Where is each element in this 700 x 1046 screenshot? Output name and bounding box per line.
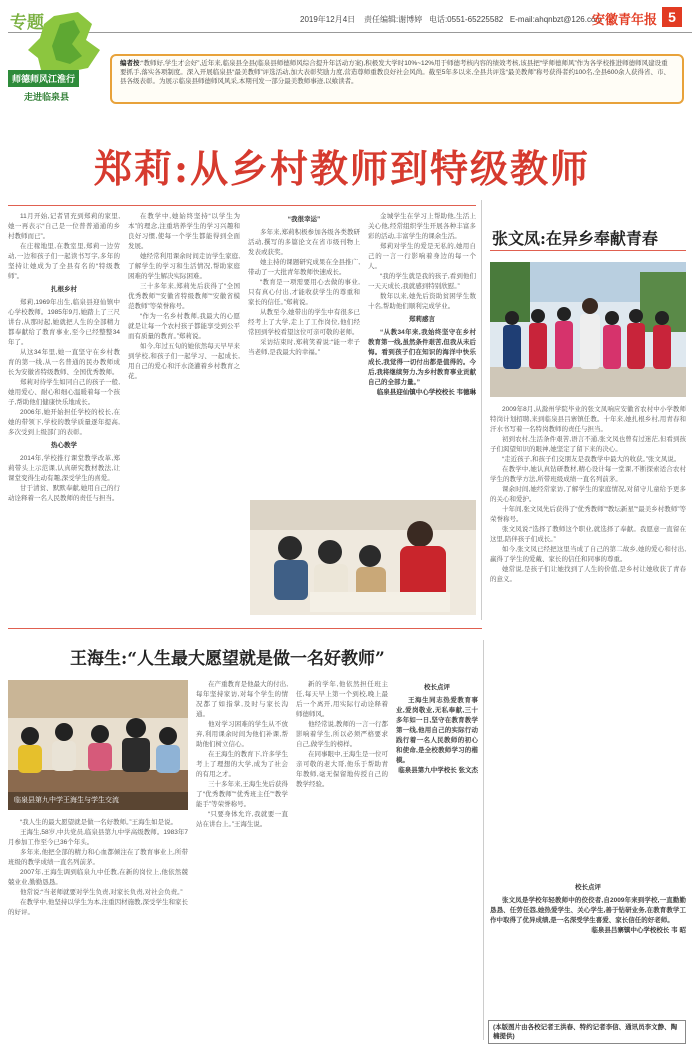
paragraph: 11月开始,记者冒充到郑莉的家里,她一再表示“自己是一位普普通通的乡村教师而已”。 <box>8 213 120 240</box>
editor-note-body: :“教师好,学生才会好”,近年来,临泉县全县(临泉县师德师风综合提升年活动方案),积极发大学时10%~12%用于师德考核内容的绩效考核,该县把“学师德师风”作为各学校推进师德师风建设重要抓手,落实各项制度。深入开展临泉县“最美教师”评选活动,加大表彰奖励力度,营造尊师重教良好社会风尚。截至5年多以来,全县共评选“最美教师”称号获得者约100名,全县600余人获得省、市、县各级表彰。为展示临泉县师德师风风采,本期刊发一部分最美教师事迹,以飨读者。 <box>120 60 670 85</box>
paragraph: 初到农村,生活条件艰苦,语言不通,张文凤也曾有过迷茫,但看到孩子们渴望知识的眼神,她坚定了留下来的决心。 <box>490 436 686 453</box>
paragraph: 郑莉对学生的爱是无私的,她用自己的一言一行影响着身边的每一个人。 <box>368 243 476 270</box>
paragraph: “我的学生就是我的孩子,看到他们一天天成长,我就感到特别欣慰。” <box>368 273 476 290</box>
paragraph: 2006年,她开始担任学校的校长,在她的带领下,学校的教学质量逐年提高,多次受到上级部门的表彰。 <box>8 409 120 436</box>
column-separator <box>481 200 482 620</box>
right-article-comment <box>490 880 686 1010</box>
classroom-photo-caption: 临泉县第九中学王海生与学生交流 <box>14 797 119 804</box>
paragraph: 王海生,58岁,中共党员,临泉县第九中学高级教师。1983年7月参加工作至今已36个年头。 <box>8 829 188 846</box>
principal-comment: 王海生同志热爱教育事业,爱岗敬业,无私奉献,三十多年如一日,坚守在教育教学第一线,他用自己的实际行动践行着一名人民教师的初心和使命,是全校教师学习的楷模。 <box>396 697 478 764</box>
subheading: 扎根乡村 <box>51 286 77 293</box>
paragraph: 在教学中,她认真钻研教材,精心设计每一堂课,不断探索适合农村学生的教学方法,所带班级成绩一直名列前茅。 <box>490 466 686 483</box>
paragraph: 张文凤说:“选择了教师这个职业,就选择了奉献。我愿意一直留在这里,陪伴孩子们成长。” <box>490 526 686 543</box>
byline: 临泉县第九中学校长 张文杰 <box>398 767 478 774</box>
paragraph: 如今,年过五旬的她依然每天早早来到学校,和孩子们一起学习、一起成长,用自己的爱心和汗水浇灌着乡村教育之花。 <box>128 343 240 380</box>
paragraph: 十年间,张文凤先后获得了“优秀教师”“教坛新星”“最美乡村教师”等荣誉称号。 <box>490 506 686 523</box>
paragraph: “教育是一项需要用心去做的事业,只有真心付出,才能收获学生的尊重和家长的信任。”郑莉说。 <box>248 279 360 306</box>
page-number: 5 <box>662 7 682 27</box>
logo-banner-sub: 走进临泉县 <box>24 92 70 102</box>
paragraph: “作为一名乡村教师,我最大的心愿就是让每一个农村孩子都能享受到公平而有质量的教育。”郑莉说。 <box>128 313 240 340</box>
phone-info: 电话:0551-65225582 <box>428 15 504 24</box>
paragraph: 2007年,王海生调到临泉九中任教,在新的岗位上,他依然兢兢业业,勤勤恳恳。 <box>8 869 188 886</box>
teacher-photo <box>250 500 476 615</box>
classroom-photo <box>8 680 188 810</box>
paper-brand <box>592 7 682 29</box>
teacher-with-students-image <box>250 500 476 615</box>
subheading: 校长点评 <box>575 884 601 891</box>
issue-date: 2019年12月4日 <box>300 15 356 24</box>
editor-info: 责任编辑:谢博婷 <box>364 15 423 24</box>
paragraph: 从这34年里,她一直坚守在乡村教育的第一线,从一名普通的民办教师成长为安徽省特级教师、全国优秀教师。 <box>8 349 120 376</box>
paragraph: 他常说:“当老师就要对学生负责,对家长负责,对社会负责。” <box>20 889 183 896</box>
paragraph: 在教学中,她始终坚持“以学生为本”的理念,注重培养学生的学习兴趣和良好习惯,使每一个学生都能得到全面发展。 <box>128 213 240 250</box>
bottom-article-col-4 <box>396 680 478 1038</box>
paragraph: 三十多年来,郑莉先后获得了“全国优秀教师”“安徽省特级教师”“安徽省模范教师”等荣誉称号。 <box>128 283 240 310</box>
paper-name: 安徽青年报 <box>592 13 658 28</box>
subheading: 郑莉感言 <box>409 316 435 323</box>
paragraph: 从教至今,她带出的学生中有很多已经考上了大学,走上了工作岗位,他们经常回到学校看望这位可亲可敬的老师。 <box>248 309 360 336</box>
right-article-title: 张文凤:在异乡奉献青春 <box>492 229 658 248</box>
logo-banner-main: 师德师风江淮行 <box>8 70 79 87</box>
paragraph: 在王海生的教育下,许多学生考上了理想的大学,成为了社会的有用之才。 <box>196 751 288 778</box>
paragraph: 她常说,是孩子们让她找到了人生的价值,是乡村让她收获了青春的意义。 <box>490 566 686 583</box>
column-separator <box>483 640 484 1040</box>
principal-comment: 张文凤是学校年轻教师中的佼佼者,自2009年来到学校,一直勤勤恳恳、任劳任怨,她热爱学生、关心学生,善于钻研业务,在教育教学工作中取得了优异成绩,是一名深受学生喜爱、家长信任的好老师。 <box>490 897 686 924</box>
paragraph: 在同事眼中,王海生是一位可亲可敬的老大哥,他乐于帮助青年教师,毫无保留地传授自己的教学经验。 <box>296 751 388 788</box>
main-article-col-3 <box>248 212 360 497</box>
paragraph: 在庄稼地里,在教室里,郑莉一边劳动,一边和孩子们一起读书写字,多年的坚持让她成为了全县有名的“特级教师”。 <box>8 243 120 280</box>
photo-credit-note: (本版图片由各校记者王洪春、特约记者李信、通讯员李文静、陶楠提供) <box>488 1020 686 1044</box>
paragraph: 课余时间,她经常家访,了解学生的家庭情况,对留守儿童给予更多的关心和爱护。 <box>490 486 686 503</box>
quote-paragraph: “从教34年来,我始终坚守在乡村教育第一线,虽然条件艰苦,但我从未后悔。看到孩子们在知识的海洋中快乐成长,我觉得一切付出都是值得的。今后,我将继续努力,为乡村教育事业贡献自己的全部力量。” <box>368 329 476 386</box>
paragraph: 2014年,学校推行课堂教学改革,郑莉带头上示范课,认真研究教材教法,让课堂变得生动有趣,深受学生的喜爱。 <box>8 455 120 482</box>
bottom-article-col-3 <box>296 680 388 1038</box>
paragraph: “走近孩子,和孩子们交朋友是我教学中最大的收获。”张文凤说。 <box>502 456 681 463</box>
main-article-col-1 <box>8 212 120 612</box>
paragraph: 多年来,他把全部的精力和心血都倾注在了教育事业上,所带班级的教学成绩一直名列前茅。 <box>8 849 188 866</box>
bottom-article-col-2 <box>196 680 288 1038</box>
paragraph: 新的学年,他依然担任班主任,每天早上第一个到校,晚上最后一个离开,用实际行动诠释着师德师风。 <box>296 681 388 718</box>
editor-note-box <box>110 54 684 104</box>
paragraph: 金城学生在学习上帮助他,生活上关心他,经常组织学生开展各种丰富多彩的活动,丰富学生的课余生活。 <box>368 213 476 240</box>
paragraph: 2009年8月,从滁州学院毕业的张文凤响应安徽省农村中小学教师特岗计划招聘,来到临泉县吕寨镇任教。十年来,她扎根乡村,用青春和汗水书写着一名特岗教师的责任与担当。 <box>490 406 686 433</box>
paragraph: 在教学中,他坚持以学生为本,注重因材施教,深受学生和家长的好评。 <box>8 899 188 916</box>
kids-photo <box>490 262 686 397</box>
paragraph: 数年以来,她先后资助贫困学生数十名,帮助他们顺利完成学业。 <box>368 293 476 310</box>
right-article-body <box>490 405 686 715</box>
main-article-title: 郑莉:从乡村教师到特级教师 <box>93 146 591 191</box>
paragraph: 采访结束时,郑莉笑着说:“能一辈子当老师,是我最大的幸福。” <box>248 339 360 356</box>
students-group-image <box>490 262 686 397</box>
paragraph: 她主持的课题研究成果在全县推广,带动了一大批青年教师快速成长。 <box>248 259 360 276</box>
bottom-article-col-1 <box>8 818 188 1038</box>
subheading: “我很幸运” <box>287 216 321 223</box>
byline: 临泉县迎仙镇中心学校校长 韦德琳 <box>376 389 476 396</box>
subheading: 热心教学 <box>51 442 77 449</box>
column-logo <box>8 10 118 105</box>
main-article-col-2 <box>128 212 240 612</box>
paragraph: 多年来,郑莉积极参加各级各类教研活动,撰写的多篇论文在省市级刊物上发表或获奖。 <box>248 229 360 256</box>
paragraph: 他对学习困难的学生从不放弃,利用课余时间为他们补课,帮助他们树立信心。 <box>196 721 288 748</box>
email-info: E-mail:ahqnbzt@126.com <box>509 15 603 24</box>
byline: 临泉县吕寨镇中心学校校长 韦 昭 <box>591 927 686 934</box>
paragraph: 甘于清贫、默默奉献,她用自己的行动诠释着一名人民教师的责任与担当。 <box>8 485 120 502</box>
paragraph: 郑莉,1969年出生,临泉县迎仙镇中心学校教师。1985年9月,她踏上了三尺讲台,从那时起,她就把人生的全部精力都奉献给了教育事业,至今已经整整34年了。 <box>8 299 120 346</box>
section-label: 专题 <box>10 13 44 32</box>
paragraph: “只要身体允许,我就要一直站在讲台上。”王海生说。 <box>196 811 288 828</box>
paragraph: 郑莉对待学生如同自己的孩子一般,她用爱心、耐心和细心温暖着每一个孩子,帮助他们健康快乐地成长。 <box>8 379 120 406</box>
right-title-rule <box>490 250 686 251</box>
classroom-image <box>8 680 188 810</box>
editor-note-text <box>120 59 674 86</box>
paragraph: 在产重教育是他最大的付出,每年坚持家访,对每个学生的情况都了如指掌,及时与家长沟通。 <box>196 681 288 718</box>
paragraph: “我人生的最大愿望就是做一名好教师。”王海生如是说。 <box>20 819 178 826</box>
bottom-section-rule <box>8 628 482 629</box>
paragraph: 他经常说,教师的一言一行都影响着学生,所以必须严格要求自己,做学生的榜样。 <box>296 721 388 748</box>
header-meta <box>300 14 602 25</box>
subheading: 校长点评 <box>424 684 450 691</box>
editor-note-label: 编者按 <box>120 60 140 67</box>
main-article-col-4 <box>368 212 476 497</box>
bottom-article-title: 王海生:“人生最大愿望就是做一名好教师” <box>70 649 385 669</box>
paragraph: 三十多年来,王海生先后获得了“优秀教师”“优秀班主任”“教学能手”等荣誉称号。 <box>196 781 288 808</box>
main-title-rule <box>8 205 476 206</box>
paragraph: 如今,张文凤已经把这里当成了自己的第二故乡,她的爱心和付出,赢得了学生的爱戴、家长的信任和同事的尊重。 <box>490 546 686 563</box>
paragraph: 她经常利用课余时间走访学生家庭,了解学生的学习和生活情况,帮助家庭困难的学生解决实际困难。 <box>128 253 240 280</box>
